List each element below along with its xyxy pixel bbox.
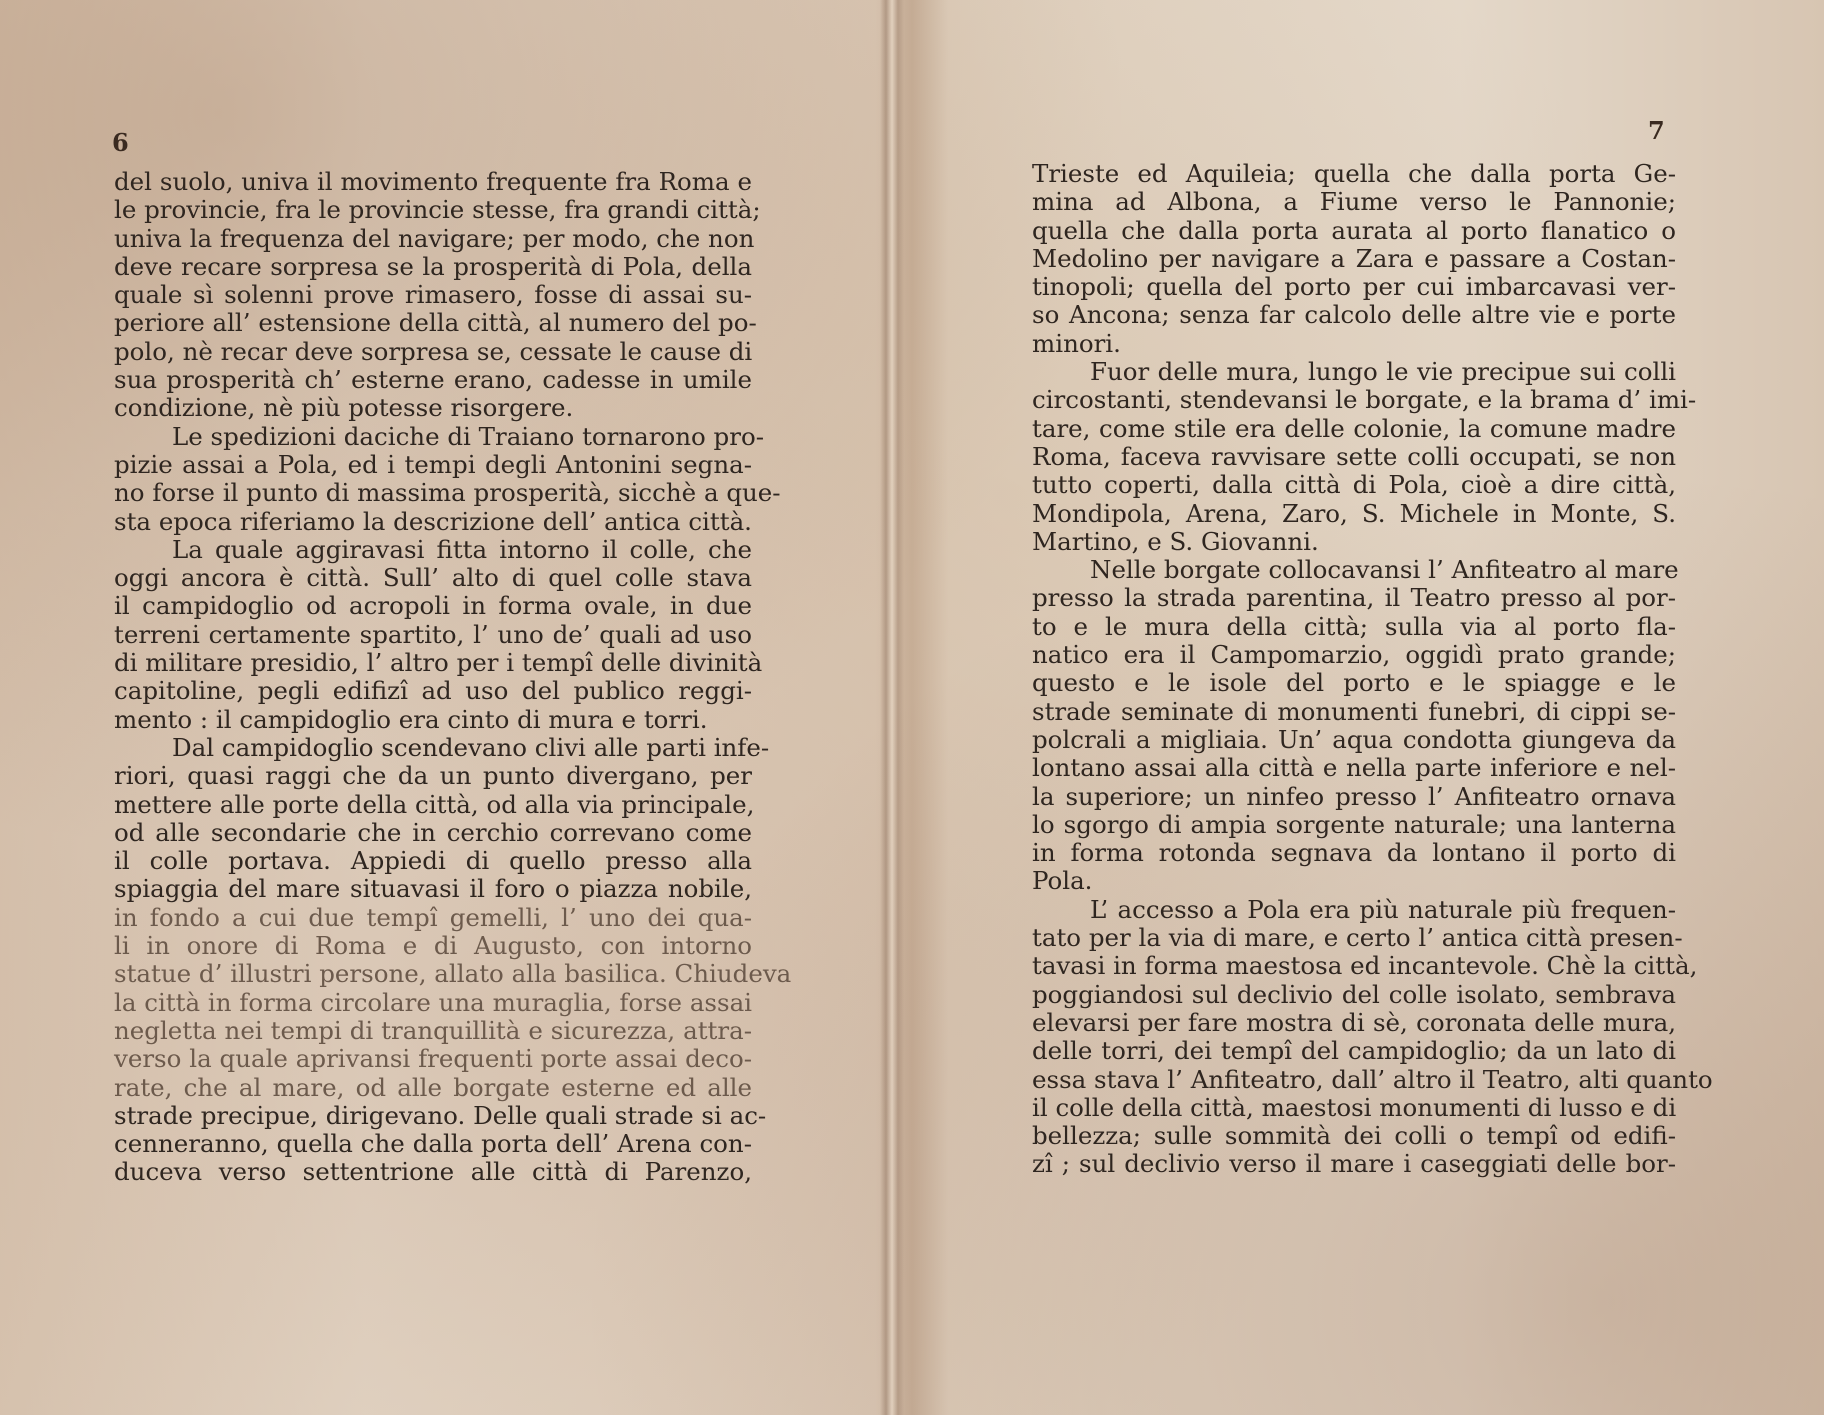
text-line: la città in forma circolare una muraglia, forse assai — [114, 987, 753, 1017]
text-line: essa stava l’ Anfiteatro, dall’ altro il Teatro, alti quanto — [1032, 1064, 1713, 1094]
text-line: il colle della città, maestosi monumenti di lusso e di — [1032, 1092, 1677, 1122]
text-line: no forse il punto di massima prosperità, sicchè a que- — [114, 478, 781, 508]
text-line: tinopoli; quella del porto per cui imbarcavasi ver- — [1032, 272, 1676, 302]
right-page-number: 7 — [1648, 116, 1665, 145]
text-line: Dal campidoglio scendevano clivi alle parti infe- — [172, 732, 770, 762]
left-page — [0, 0, 880, 1415]
left-page-number: 6 — [112, 128, 129, 157]
text-line: Nelle borgate collocavansi l’ Anfiteatro al mare — [1090, 555, 1679, 585]
text-line: lo sgorgo di ampia sorgente naturale; una lanterna — [1032, 809, 1676, 839]
text-line: cenneranno, quella che dalla porta dell’ Arena con- — [114, 1129, 752, 1159]
text-line: li in onore di Roma e di Augusto, con intorno — [114, 931, 752, 961]
text-line: capitoline, pegli edifizî ad uso del publico reggi- — [114, 676, 752, 706]
text-line: elevarsi per fare mostra di sè, coronata delle mura, — [1032, 1007, 1676, 1037]
text-line: spiaggia del mare situavasi il foro o piazza nobile, — [114, 874, 752, 904]
text-line: quale sì solenni prove rimasero, fosse di assai su- — [114, 280, 752, 310]
book-gutter — [880, 0, 904, 1415]
text-line: periore all’ estensione della città, al numero del po- — [114, 308, 757, 338]
text-line: delle torri, dei tempî del campidoglio; da un lato di — [1032, 1036, 1676, 1066]
text-line: di militare presidio, l’ altro per i tempî delle divinità — [114, 648, 763, 678]
text-line: lontano assai alla città e nella parte inferiore e nel- — [1032, 753, 1676, 783]
right-page — [904, 0, 1824, 1415]
text-line: circostanti, stendevansi le borgate, e la brama d’ imi- — [1032, 385, 1697, 415]
text-line: le provincie, fra le provincie stesse, fra grandi città; — [114, 195, 761, 225]
text-line: il colle portava. Appiedi di quello presso alla — [114, 846, 752, 876]
text-line: strade precipue, dirigevano. Delle quali strade si ac- — [114, 1100, 767, 1130]
text-line: La quale aggiravasi fitta intorno il colle, che — [172, 534, 752, 564]
text-line: strade seminate di monumenti funebri, di cippi se- — [1032, 696, 1676, 726]
text-line: natico era il Campomarzio, oggidì prato grande; — [1032, 640, 1676, 670]
text-line: in forma rotonda segnava da lontano il porto di — [1032, 838, 1676, 868]
text-line: del suolo, univa il movimento frequente fra Roma e — [114, 167, 752, 196]
text-line: od alle secondarie che in cerchio correvano come — [114, 817, 752, 847]
text-line: mina ad Albona, a Fiume verso le Pannonie; — [1032, 187, 1676, 217]
text-line: duceva verso settentrione alle città di Parenzo, — [114, 1157, 752, 1187]
text-line: to e le mura della città; sulla via al porto fla- — [1032, 611, 1676, 641]
text-line: la superiore; un ninfeo presso l’ Anfiteatro ornava — [1032, 781, 1676, 811]
text-line: mento : il campidoglio era cinto di mura e torri. — [114, 704, 708, 734]
text-line: bellezza; sulle sommità dei colli o tempî od edifi- — [1032, 1121, 1676, 1151]
text-line: zî ; sul declivio verso il mare i caseggiati delle bor- — [1032, 1149, 1676, 1179]
text-line: negletta nei tempi di tranquillità e sicurezza, attra- — [114, 1015, 752, 1045]
text-line: il campidoglio od acropoli in forma ovale, in due — [114, 591, 752, 621]
text-line: sta epoca riferiamo la descrizione dell’ antica città. — [114, 506, 752, 536]
text-line: questo e le isole del porto e le spiagge e le — [1032, 668, 1676, 698]
text-line: Trieste ed Aquileia; quella che dalla porta Ge- — [1032, 159, 1676, 188]
text-line: Roma, faceva ravvisare sette colli occupati, se non — [1032, 441, 1676, 471]
left-page-text — [114, 167, 792, 1187]
text-line: polcrali a migliaia. Un’ aqua condotta giungeva da — [1032, 724, 1676, 754]
text-line: sua prosperità ch’ esterne erano, cadesse in umile — [114, 365, 752, 395]
text-line: tato per la via di mare, e certo l’ antica città presen- — [1032, 923, 1683, 953]
text-line: Fuor delle mura, lungo le vie precipue sui colli — [1090, 357, 1676, 387]
text-line: Medolino per navigare a Zara e passare a Costan- — [1032, 243, 1676, 273]
text-line: Pola. — [1032, 866, 1093, 896]
text-line: L’ accesso a Pola era più naturale più frequen- — [1090, 894, 1676, 924]
text-line: minori. — [1032, 328, 1121, 358]
right-page-text — [1032, 159, 1713, 1179]
text-line: so Ancona; senza far calcolo delle altre vie e porte — [1032, 300, 1676, 330]
text-line: Mondipola, Arena, Zaro, S. Michele in Monte, S. — [1032, 498, 1676, 528]
text-line: Le spedizioni daciche di Traiano tornarono pro- — [172, 421, 764, 451]
text-line: statue d’ illustri persone, allato alla basilica. Chiudeva — [114, 959, 792, 989]
text-line: univa la frequenza del navigare; per modo, che non — [114, 223, 755, 253]
text-line: Martino, e S. Giovanni. — [1032, 526, 1319, 556]
text-line: tutto coperti, dalla città di Pola, cioè a dire città, — [1032, 470, 1676, 500]
text-line: pizie assai a Pola, ed i tempi degli Antonini segna- — [114, 449, 752, 479]
text-line: tare, come stile era delle colonie, la comune madre — [1032, 413, 1676, 443]
text-line: poggiandosi sul declivio del colle isolato, sembrava — [1032, 979, 1676, 1009]
text-line: tavasi in forma maestosa ed incantevole. Chè la città, — [1032, 951, 1698, 981]
text-line: rate, che al mare, od alle borgate esterne ed alle — [114, 1072, 752, 1102]
text-line: condizione, nè più potesse risorgere. — [114, 393, 574, 423]
text-line: terreni certamente spartito, l’ uno de’ quali ad uso — [114, 619, 752, 649]
text-line: verso la quale aprivansi frequenti porte assai deco- — [114, 1044, 752, 1074]
text-line: mettere alle porte della città, od alla via principale, — [114, 789, 755, 819]
text-line: presso la strada parentina, il Teatro presso al por- — [1032, 583, 1676, 613]
text-line: quella che dalla porta aurata al porto flanatico o — [1032, 215, 1676, 245]
text-line: polo, nè recar deve sorpresa se, cessate le cause di — [114, 336, 753, 366]
text-line: in fondo a cui due tempî gemelli, l’ uno dei qua- — [114, 902, 752, 932]
text-line: riori, quasi raggi che da un punto divergano, per — [114, 761, 752, 791]
text-line: oggi ancora è città. Sull’ alto di quel colle stava — [114, 563, 752, 593]
text-line: deve recare sorpresa se la prosperità di Pola, della — [114, 251, 752, 281]
